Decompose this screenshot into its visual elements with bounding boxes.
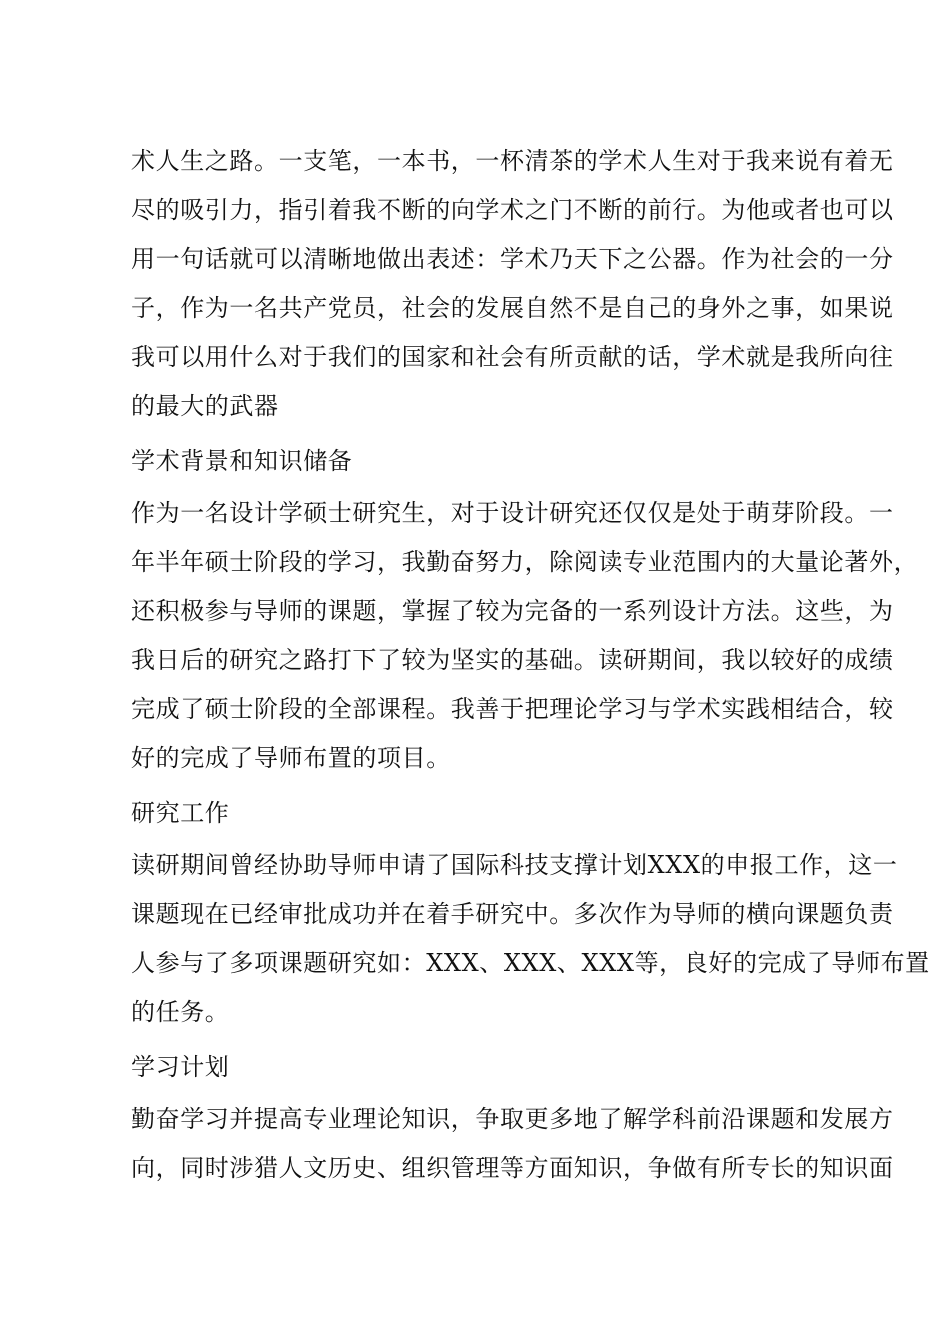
text-line: 年半年硕士阶段的学习，我勤奋努力，除阅读专业范围内的大量论著外， xyxy=(131,548,919,576)
text-line: 术人生之路。一支笔，一本书，一杯清茶的学术人生对于我来说有着无 xyxy=(131,147,894,175)
text-line: 勤奋学习并提高专业理论知识，争取更多地了解学科前沿课题和发展方 xyxy=(131,1105,894,1133)
text-line: 子，作为一名共产党员，社会的发展自然不是自己的身外之事，如果说 xyxy=(131,294,894,322)
paragraph-study-plan xyxy=(131,1095,894,1193)
document-body xyxy=(131,137,930,1199)
section-heading-background: 学术背景和知识储备 xyxy=(131,447,353,475)
paragraph-research xyxy=(131,841,930,1037)
text-line: 的最大的武器 xyxy=(131,392,279,420)
text-line: 人参与了多项课题研究如：XXX、XXX、XXX等，良好的完成了导师布置 xyxy=(131,949,930,977)
paragraph-background xyxy=(131,489,919,783)
text-line: 好的完成了导师布置的项目。 xyxy=(131,744,451,772)
text-line: 向，同时涉猎人文历史、组织管理等方面知识，争做有所专长的知识面 xyxy=(131,1154,894,1182)
text-line: 完成了硕士阶段的全部课程。我善于把理论学习与学术实践相结合，较 xyxy=(131,695,894,723)
text-line: 读研期间曾经协助导师申请了国际科技支撑计划XXX的申报工作，这一 xyxy=(131,851,898,879)
text-line: 作为一名设计学硕士研究生，对于设计研究还仅仅是处于萌芽阶段。一 xyxy=(131,499,894,527)
text-line: 课题现在已经审批成功并在着手研究中。多次作为导师的横向课题负责 xyxy=(131,900,894,928)
text-line: 的任务。 xyxy=(131,998,230,1026)
text-line: 用一句话就可以清晰地做出表述：学术乃天下之公器。作为社会的一分 xyxy=(131,245,894,273)
text-line: 还积极参与导师的课题，掌握了较为完备的一系列设计方法。这些，为 xyxy=(131,597,894,625)
section-heading-study-plan: 学习计划 xyxy=(131,1053,230,1081)
text-line: 我可以用什么对于我们的国家和社会有所贡献的话，学术就是我所向往 xyxy=(131,343,894,371)
paragraph-academic-path xyxy=(131,137,894,431)
text-line: 我日后的研究之路打下了较为坚实的基础。读研期间，我以较好的成绩 xyxy=(131,646,894,674)
text-line: 尽的吸引力，指引着我不断的向学术之门不断的前行。为他或者也可以 xyxy=(131,196,894,224)
section-heading-research: 研究工作 xyxy=(131,799,230,827)
